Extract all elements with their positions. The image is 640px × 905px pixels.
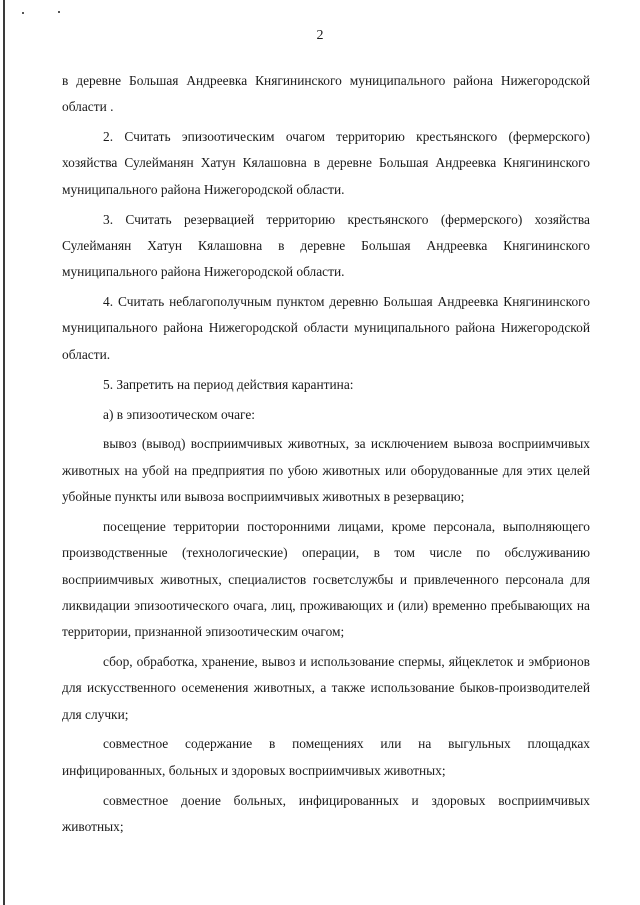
paragraph-item-5: 5. Запретить на период действия карантина:: [103, 376, 354, 392]
paragraph-item-3: 3. Считать резервацией территорию крестьянского (фермерского) хозяйства Сулейманян Хатун Кялашовна в деревне Большая Андреевка Княгининского муниципального района Нижегородской области.: [62, 211, 590, 280]
paragraph-sperm-ban: сбор, обработка, хранение, вывоз и использование спермы, яйцеклеток и эмбрионов для искусственного осеменения животных, а также использование быков-производителей для случки;: [62, 653, 590, 722]
paragraph-joint-milking-ban: совместное доение больных, инфицированных и здоровых восприимчивых животных;: [62, 792, 590, 834]
paragraph-joint-keeping-ban: совместное содержание в помещениях или на выгульных площадках инфицированных, больных и здоровых восприимчивых животных;: [62, 736, 590, 778]
paragraph-item-2: 2. Считать эпизоотическим очагом территорию крестьянского (фермерского) хозяйства Сулейманян Хатун Кялашовна в деревне Большая Андреевка Княгининского муниципального района Нижегородской области.: [62, 129, 590, 197]
paragraph-visit-ban: посещение территории посторонними лицами, кроме персонала, выполняющего производственные (технологические) операции, в том числе по обслуживанию восприимчивых животных, специалистов госветслужбы и привлеченного персонала для ликвидации эпизоотического очага, лиц, проживающих и (или) временно пребывающих на территории, признанной эпизоотическим очагом;: [62, 518, 590, 640]
page-number: 2: [316, 28, 324, 43]
paragraph-continuation: в деревне Большая Андреевка Княгининского муниципального района Нижегородской области .: [62, 73, 590, 115]
document-body: [62, 68, 590, 844]
scan-speck: [22, 12, 24, 14]
paragraph-item-4: 4. Считать неблагополучным пунктом деревню Большая Андреевка Княгининского муниципального района Нижегородской области муниципального района Нижегородской области.: [62, 294, 590, 362]
scan-speck: [58, 11, 60, 13]
scan-edge-line: [3, 0, 5, 905]
paragraph-subitem-a: а) в эпизоотическом очаге:: [103, 406, 255, 422]
paragraph-export-ban: вывоз (вывод) восприимчивых животных, за исключением вывоза восприимчивых животных на убой на предприятия по убою животных или оборудованные для этих целей убойные пункты или вывоза восприимчивых животных в резервацию;: [62, 436, 590, 505]
